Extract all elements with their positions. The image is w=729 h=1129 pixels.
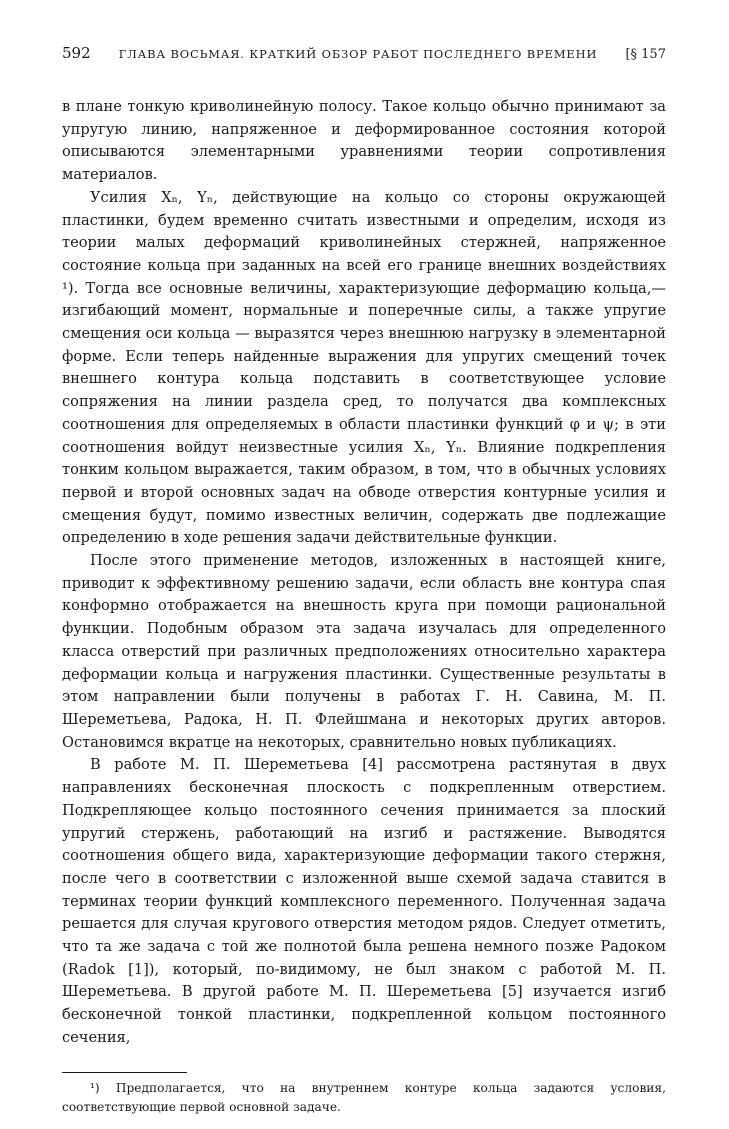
page-number: 592 bbox=[62, 44, 91, 62]
paragraph-3: После этого применение методов, изложенных в настоящей книге, приводит к эффективному решению задачи, если область вне контура спая конформно отображается на внешность круга при помощи рациональной функции. Подобным образом эта задача изучалась для определенного класса отверстий при различных предположениях относительно характера деформации кольца и нагружения пластинки. Существенные результаты в этом направлении были получены в работах Г. Н. Савина, М. П. Шереметьева, Радока, Н. П. Флейшмана и некоторых других авторов. Остановимся вкратце на некоторых, сравнительно новых публикациях. bbox=[62, 552, 666, 751]
paragraph-1: в плане тонкую криволинейную полосу. Такое кольцо обычно принимают за упругую линию, напряженное и деформированное состояния которой описываются элементарными уравнениями теории сопротивления материалов. bbox=[62, 98, 666, 184]
paragraph-2: Усилия Xₙ, Yₙ, действующие на кольцо со стороны окружающей пластинки, будем временно считать известными и определим, исходя из теории малых деформаций криволинейных стержней, напряженное состояние кольца при заданных на всей его границе внешних воздействиях ¹). Тогда все основные величины, характеризующие деформацию кольца,— изгибающий момент, нормальные и поперечные силы, а также упругие смещения оси кольца — выразятся через внешнюю нагрузку в элементарной форме. Если теперь найденные выражения для упругих смещений точек внешнего контура кольца подставить в соответствующее условие сопряжения на линии раздела сред, то получатся два комплексных соотношения для определяемых в области пластинки функций φ и ψ; в эти соотношения войдут неизвестные усилия Xₙ, Yₙ. Влияние подкрепления тонким кольцом выражается, таким образом, в том, что в обычных условиях первой и второй основных задач на обводе отверстия контурные усилия и смещения будут, помимо известных величин, содержать две подлежащие определению в ходе решения задачи действительные функции. bbox=[62, 188, 666, 547]
main-text bbox=[62, 96, 666, 1050]
paragraph-4: В работе М. П. Шереметьева [4] рассмотрена растянутая в двух направлениях бесконечная плоскость с подкрепленным отверстием. Подкрепляющее кольцо постоянного сечения принимается за плоский упругий стержень, работающий на изгиб и растяжение. Выводятся соотношения общего вида, характеризующие деформации такого стержня, после чего в соответствии с изложенной выше схемой задача ставится в терминах теории функций комплексного переменного. Полученная задача решается для случая кругового отверстия методом рядов. Следует отметить, что та же задача с той же полнотой была решена немного позже Радоком (Radok [1]), который, по-видимому, не был знаком с работой М. П. Шереметьева. В другой работе М. П. Шереметьева [5] изучается изгиб бесконечной тонкой пластинки, подкрепленной кольцом постоянного сечения, bbox=[62, 756, 666, 1046]
footnote-divider bbox=[62, 1072, 187, 1073]
section-marker: [§ 157 bbox=[625, 47, 666, 62]
chapter-title: ГЛАВА ВОСЬМАЯ. КРАТКИЙ ОБЗОР РАБОТ ПОСЛЕДНЕГО ВРЕМЕНИ bbox=[118, 47, 598, 61]
running-header bbox=[62, 44, 666, 70]
page bbox=[62, 44, 666, 1129]
footnote: ¹) Предполагается, что на внутреннем контуре кольца задаются условия, соответствующие первой основной задаче. bbox=[62, 1080, 666, 1114]
